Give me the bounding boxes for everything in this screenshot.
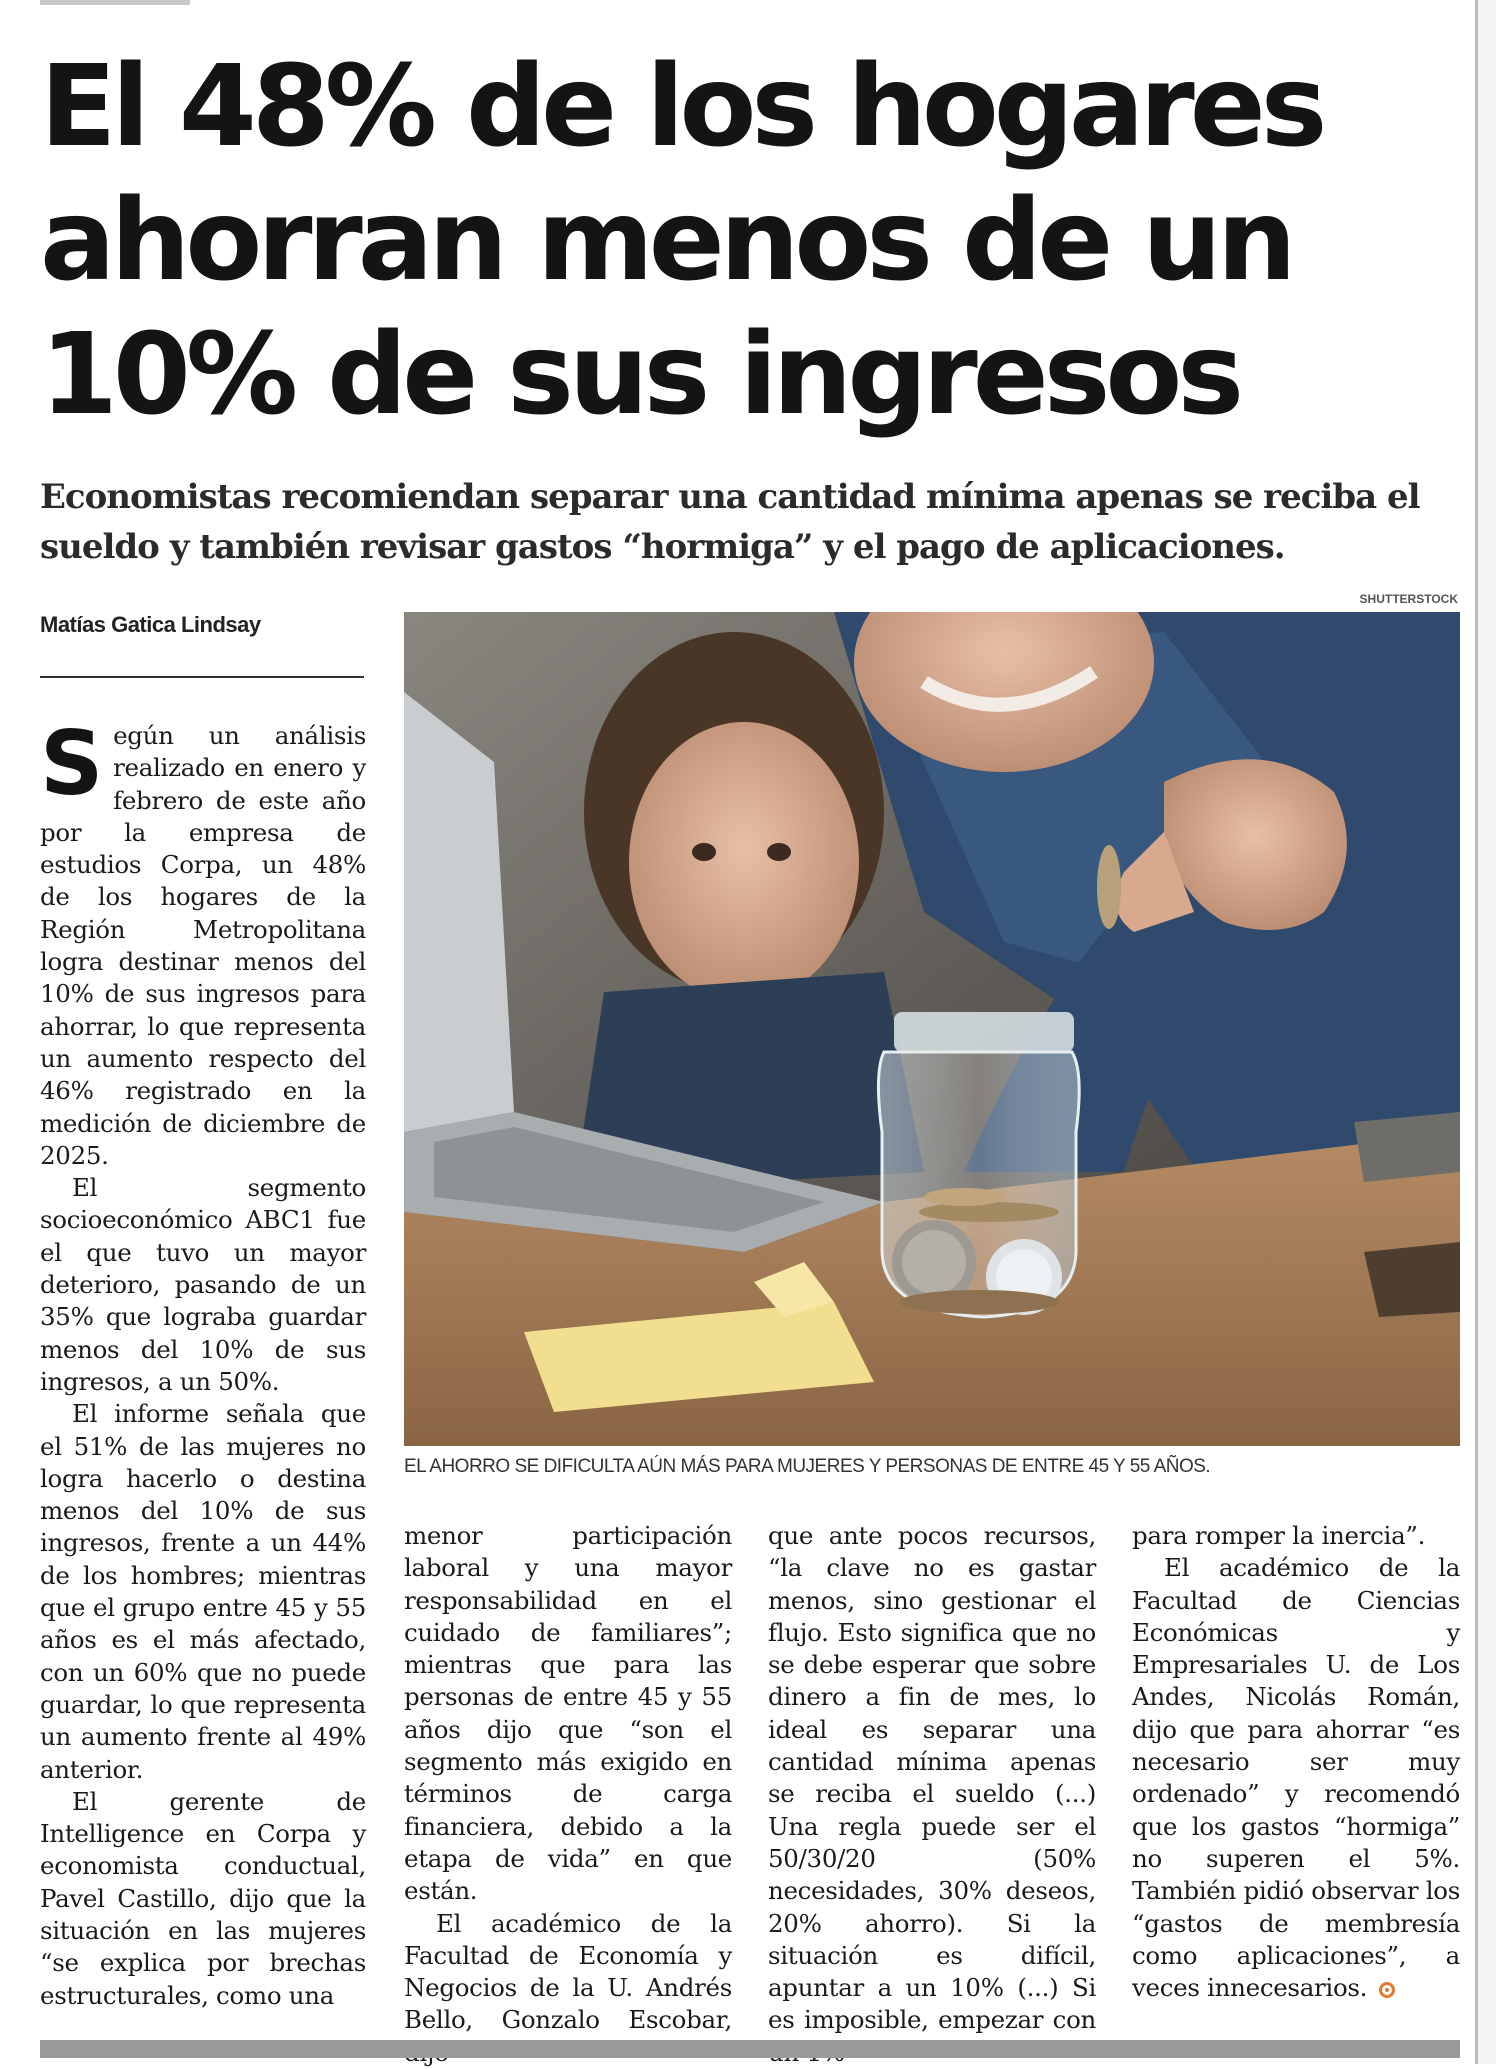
paragraph-3: El informe señala que el 51% de las mujeres no logra hacerlo o destina menos del 10% de sus ingresos, frente a un 44% de los hombres; mientras que el grupo entre 45 y 55 años es el más afectado, con un 60% que no puede guardar, lo que representa un aumento frente al 49% anterior. bbox=[40, 1399, 366, 1784]
paragraph-7: que ante pocos recursos, “la clave no es gastar menos, sino gestionar el flujo. Esto significa que no se debe esperar que sobre dinero a fin de mes, lo ideal es separar una cantidad mínima apenas se reciba el sueldo (...) Una regla puede ser el 50/30/20 (50% necesidades, 30% deseos, 20% ahorro). Si la situación es difícil, apuntar a un 10% (...) Si es imposible, empezar con bbox=[768, 1521, 1096, 2035]
dropcap: S bbox=[40, 712, 104, 815]
subheadline-line-1: Economistas recomiendan separar una cantidad mínima apenas se reciba el bbox=[40, 477, 1420, 517]
saving-coins-illustration bbox=[404, 612, 1460, 1446]
paragraph-9 bbox=[1132, 1552, 1460, 2004]
paragraph-8: para romper la inercia”. bbox=[1132, 1521, 1426, 1550]
headline bbox=[40, 40, 1460, 442]
byline-divider bbox=[40, 676, 364, 678]
article-column-4 bbox=[1132, 1520, 1460, 2004]
photo-credit: SHUTTERSTOCK bbox=[1359, 592, 1458, 606]
subheadline-line-2: sueldo y también revisar gastos “hormiga” y el pago de aplicaciones. bbox=[40, 527, 1285, 567]
article-column-3 bbox=[768, 1520, 1096, 2069]
article-column-2 bbox=[404, 1520, 732, 2069]
byline: Matías Gatica Lindsay bbox=[40, 612, 261, 637]
page-bottom-bar bbox=[40, 2040, 1460, 2058]
headline-line-1: El 48% de los hogares bbox=[40, 42, 1323, 172]
headline-line-3: 10% de sus ingresos bbox=[40, 310, 1240, 440]
article-column-1 bbox=[40, 712, 366, 2012]
paragraph-4: El gerente de Intelligence en Corpa y economista conductual, Pavel Castillo, dijo que la situación en las mujeres “se explica por brechas estructurales, como una bbox=[40, 1786, 366, 2010]
paragraph-1-text: egún un análisis realizado en enero y febrero de este año por la empresa de estudios Corpa, un 48% de los hogares de la Región Metropolitana logra destinar menos del 10% de sus ingresos para ahorrar, lo que representa un aumento respecto del 46% registrado en la medición de diciembre de 2025. bbox=[40, 721, 366, 1170]
section-tab-marker bbox=[40, 0, 190, 5]
paragraph-5: menor participación laboral y una mayor responsabilidad en el cuidado de familiares”; mientras que para las personas de entre 45 y 55 años dijo que “son el segmento más exigido en términos de carga financiera, debido a la etapa de vida” en que están. bbox=[404, 1521, 732, 1906]
paragraph-6: El académico de la Facultad de Economía y Negocios de la U. Andrés Bello, Gonzalo Escobar, bbox=[404, 1908, 732, 2035]
paragraph-9-text: El académico de la Facultad de Ciencias Económicas y Empresariales U. de Los Andes, Nicolás Román, dijo que para ahorrar “es necesario ser muy ordenado” y recomendó que los gastos “hormiga” no superen el 5%. También pidió observar los “gastos de membresía como aplicaciones”, a veces innecesarios. bbox=[1132, 1553, 1460, 2003]
headline-line-2: ahorran menos de un bbox=[40, 176, 1292, 306]
paragraph-2: El segmento socioeconómico ABC1 fue el que tuvo un mayor deterioro, pasando de un 35% que lograba guardar menos del 10% de sus ingresos, a un 50%. bbox=[40, 1173, 366, 1396]
end-of-article-icon bbox=[1379, 1982, 1395, 1998]
photo-caption: EL AHORRO SE DIFICULTA AÚN MÁS PARA MUJERES Y PERSONAS DE ENTRE 45 Y 55 AÑOS. bbox=[404, 1456, 1211, 1477]
article-photo bbox=[404, 612, 1460, 1446]
page-edge-rule bbox=[1475, 0, 1496, 2064]
paragraph-1 bbox=[40, 712, 366, 1172]
subheadline bbox=[40, 472, 1480, 572]
